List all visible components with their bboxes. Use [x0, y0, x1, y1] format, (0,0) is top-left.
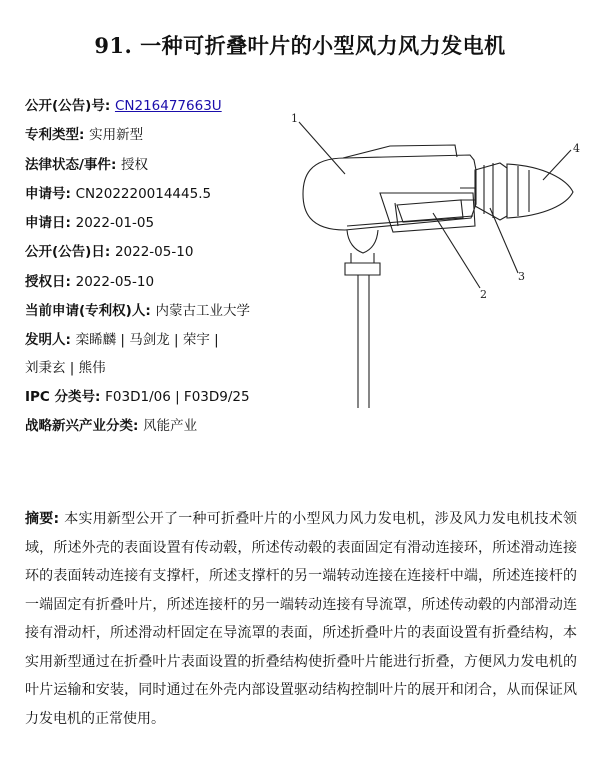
leader-4 [543, 150, 571, 180]
field-value: 2022-05-10 [114, 244, 194, 261]
field-label: 公开(公告)日 [25, 244, 105, 261]
field-pub-no: 公开(公告)号: CN216477663U [25, 98, 222, 114]
field-pub-date: 公开(公告)日: 2022-05-10 [25, 244, 194, 261]
field-label: 申请号 [25, 185, 66, 202]
field-label: 授权日 [25, 273, 66, 290]
field-value: 授权 [121, 156, 149, 173]
mount-neck [347, 230, 378, 253]
field-applicant: 当前申请(专利权)人: 内蒙古工业大学 [25, 303, 250, 320]
field-inventors-cont [25, 358, 300, 378]
patent-fields [25, 96, 300, 446]
field-value: 风能产业 [143, 418, 198, 435]
field-label: 专利类型 [25, 127, 79, 144]
field-inventors: 发明人: 栾睎麟 | 马剑龙 | 荣宇 | [25, 332, 219, 349]
field-grant-date: 授权日: 2022-05-10 [25, 273, 155, 290]
leader-2 [433, 213, 480, 288]
field-patent-type: 专利类型: 实用新型 [25, 127, 144, 144]
field-value: 刘秉玄 | 熊伟 [25, 359, 106, 376]
figure-label-2: 2 [480, 288, 487, 301]
folded-blade [380, 193, 475, 232]
field-label: 公开(公告)号 [25, 98, 105, 114]
abstract-label: 摘要 [25, 511, 54, 527]
figure-label-1: 1 [291, 112, 298, 125]
field-value: CN202220014445.5 [75, 185, 212, 202]
pub-no-link[interactable]: CN216477663U [114, 98, 222, 114]
field-label: 当前申请(专利权)人 [25, 303, 146, 320]
figure-label-4: 4 [573, 142, 580, 155]
patent-drawing [285, 108, 590, 408]
field-value: 实用新型 [89, 127, 144, 144]
leader-1 [299, 122, 345, 174]
field-label: 法律状态/事件 [25, 156, 111, 173]
field-value: F03D1/06 | F03D9/25 [105, 388, 250, 405]
yaw-ring [345, 263, 380, 275]
field-label: IPC 分类号 [25, 388, 96, 405]
abstract: 摘要: 本实用新型公开了一种可折叠叶片的小型风力风力发电机，涉及风力发电机技术领域，所述外壳的表面设置有传动毂，所述传动毂的表面固定有滑动连接环，所述滑动连接环的表面转动连接有支撑杆，所述支撑杆的另一端转动连接在连接杆中端，所述连接杆的一端固定有折叠叶片，所述连接杆的另一端转动连接有导流罩，所述传动毂的内部滑动连接有滑动杆，所述滑动杆固定在导流罩的表面，所述折叠叶片的表面设置有折叠结构，本实用新型通过在折叠叶片表面设置的折叠结构使折叠叶片能进行折叠，方便风力发电机的叶片运输和安装，同时通过在外壳内部设置驱动结构控制叶片的展开和闭合，从而保证风力发电机的正常使用。 [25, 511, 578, 727]
field-industry: 战略新兴产业分类: 风能产业 [25, 418, 198, 435]
field-ipc: IPC 分类号: F03D1/06 | F03D9/25 [25, 388, 250, 405]
field-label: 申请日 [25, 215, 66, 232]
field-value: 栾睎麟 | 马剑龙 | 荣宇 | [75, 332, 219, 349]
field-value: 内蒙古工业大学 [155, 303, 250, 320]
abstract-text: 本实用新型公开了一种可折叠叶片的小型风力风力发电机，涉及风力发电机技术领域，所述外壳的表面设置有传动毂，所述传动毂的表面固定有滑动连接环，所述滑动连接环的表面转动连接有支撑杆，所述支撑杆的另一端转动连接在连接杆中端，所述连接杆的一端固定有折叠叶片，所述连接杆的另一端转动连接有导流罩，所述传动毂的内部滑动连接有滑动杆，所述滑动杆固定在导流罩的表面，所述折叠叶片的表面设置有折叠结构，本实用新型通过在折叠叶片表面设置的折叠结构使折叠叶片能进行折叠，方便风力发电机的叶片运输和安装，同时通过在外壳内部设置驱动结构控制叶片的展开和闭合，从而保证风力发电机的正常使用。 [25, 511, 578, 727]
nose-cone [507, 164, 573, 218]
figure-label-3: 3 [518, 270, 525, 283]
field-label: 发明人 [25, 332, 66, 349]
field-value: 2022-01-05 [75, 215, 155, 232]
page-title: 91. 一种可折叠叶片的小型风力风力发电机 [94, 33, 506, 58]
field-label: 战略新兴产业分类 [25, 418, 133, 435]
field-value: 2022-05-10 [75, 273, 155, 290]
field-app-no: 申请号: CN202220014445.5 [25, 185, 212, 202]
field-app-date: 申请日: 2022-01-05 [25, 215, 155, 232]
field-legal-status: 法律状态/事件: 授权 [25, 156, 149, 173]
